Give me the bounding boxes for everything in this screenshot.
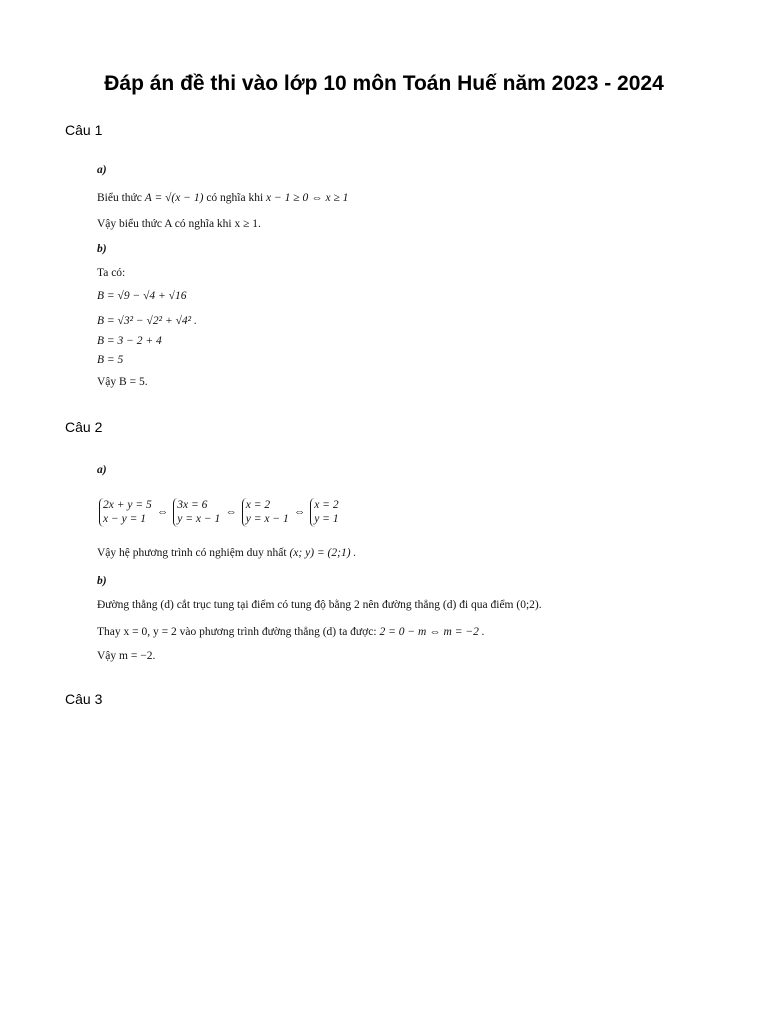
- math-expression: x − 1 ≥ 0 ⇔ x ≥ 1: [266, 192, 349, 204]
- equation: 3x = 6: [177, 499, 208, 511]
- cau-1-b-step-1: B = √9 − √4 + √16: [97, 290, 187, 302]
- section-heading-cau-2: Câu 2: [65, 419, 103, 435]
- math-expression: (x; y) = (2;1) .: [289, 547, 357, 559]
- equation: x = 2: [314, 499, 339, 511]
- equation-system-1: [99, 498, 152, 527]
- cau-2-b-line-2: [97, 627, 485, 639]
- math-expression: 2 = 0 − m ⇔ m = −2 .: [379, 626, 485, 638]
- cau-1-a-line-1: [97, 193, 348, 205]
- cau-2-equation-systems: [97, 498, 341, 527]
- equivalence-symbol: ⇔: [225, 505, 237, 518]
- equation-system-4: [310, 498, 338, 527]
- cau-1-b-step-4: B = 5: [97, 354, 124, 366]
- equation: 2x + y = 5: [103, 499, 152, 511]
- cau-1-part-b-label: b): [97, 243, 107, 255]
- cau-1-b-step-3: B = 3 − 2 + 4: [97, 335, 162, 347]
- equivalence-symbol: ⇔: [156, 505, 169, 518]
- page-title: Đáp án đề thi vào lớp 10 môn Toán Huế năm 2023 - 2024: [104, 72, 664, 95]
- cau-1-part-a-label: a): [97, 164, 107, 176]
- equation: x − y = 1: [103, 513, 146, 526]
- cau-1-a-line-2: Vậy biểu thức A có nghĩa khi x ≥ 1.: [97, 218, 261, 230]
- cau-1-b-intro: Ta có:: [97, 267, 126, 279]
- text-fragment: Biểu thức: [97, 192, 142, 204]
- equivalence-symbol: ⇔: [293, 505, 306, 518]
- cau-1-b-step-2: B = √3² − √2² + √4² .: [97, 315, 197, 327]
- cau-2-b-conclusion: Vậy m = −2.: [97, 650, 156, 662]
- cau-2-b-line-1: Đường thẳng (d) cắt trục tung tại điểm có tung độ bằng 2 nên đường thẳng (d) đi qua điểm (0;2).: [97, 599, 542, 611]
- cau-1-b-conclusion: Vậy B = 5.: [97, 376, 148, 388]
- text-fragment: Thay x = 0, y = 2 vào phương trình đường thẳng (d) ta được:: [97, 626, 377, 638]
- equation-system-2: [173, 498, 220, 527]
- cau-2-part-a-label: a): [97, 464, 107, 476]
- section-heading-cau-3: Câu 3: [65, 691, 103, 707]
- text-fragment: Vậy hệ phương trình có nghiệm duy nhất: [97, 547, 287, 559]
- equation: x = 2: [245, 499, 271, 511]
- cau-2-a-conclusion: [97, 548, 356, 560]
- equation: y = x − 1: [177, 513, 221, 526]
- cau-2-part-b-label: b): [97, 575, 107, 587]
- text-fragment: có nghĩa khi: [206, 192, 264, 204]
- math-expression: A = √(x − 1): [144, 192, 204, 204]
- equation: y = 1: [314, 513, 339, 526]
- equation-system-3: [242, 498, 289, 527]
- equation: y = x − 1: [245, 513, 289, 526]
- section-heading-cau-1: Câu 1: [65, 122, 103, 138]
